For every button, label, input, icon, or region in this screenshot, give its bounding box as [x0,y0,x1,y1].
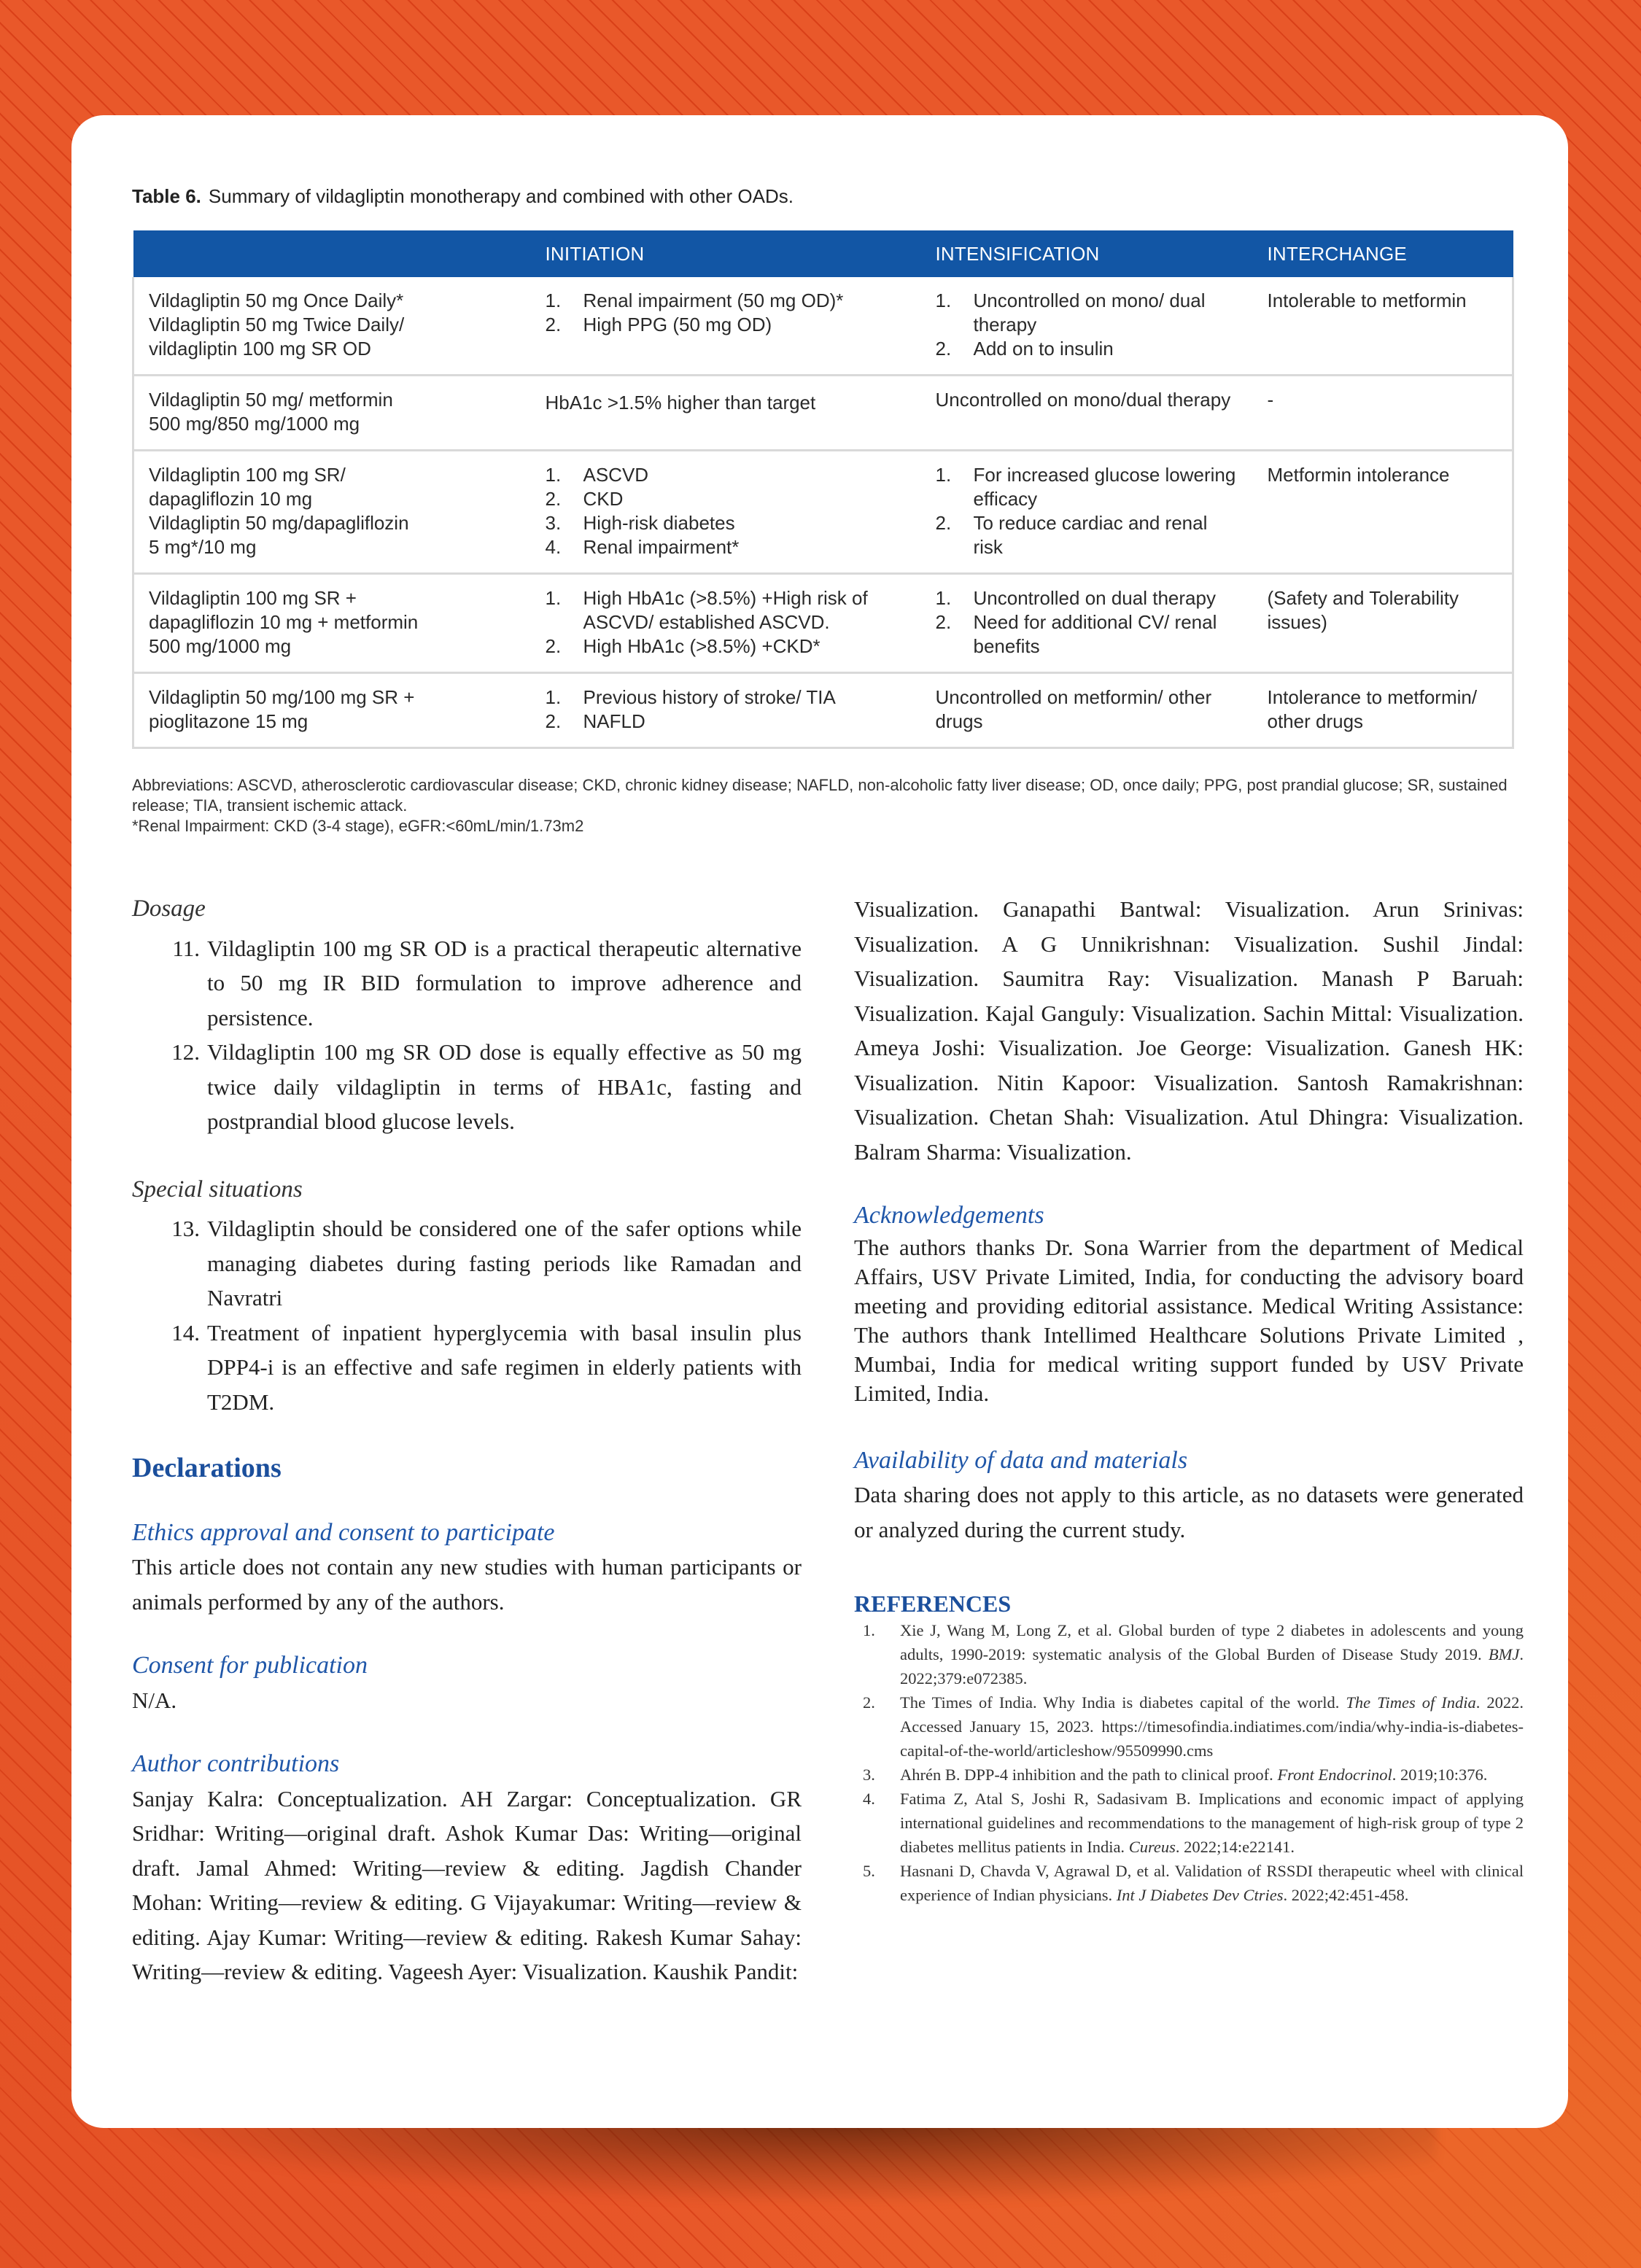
list-item: 13. Vildagliptin should be considered one of the safer options while managing diabetes during fasting periods like Ramadan and Navratri [171,1216,802,1310]
list-item: 2. CKD [545,488,624,510]
regimen-cell: Vildagliptin 50 mg/100 mg SR + pioglitazone 15 mg [133,673,531,748]
table-row [133,574,1513,673]
header-intensification: INTENSIFICATION [921,230,1253,277]
list-item: 2. Need for additional CV/ renal benefits [935,611,1217,657]
list-item: 1. Uncontrolled on dual therapy [935,587,1216,609]
list-item: 3. High-risk diabetes [545,512,735,534]
list-item: 1. Previous history of stroke/ TIA [545,686,836,708]
references-heading: REFERENCES [854,1591,1012,1617]
list-item: 1. High HbA1c (>8.5%) +High risk of ASCVD/ established ASCVD. [545,587,868,633]
list-item: 12. Vildagliptin 100 mg SR OD dose is equally effective as 50 mg twice daily vildagliptin in terms of HBA1c, fasting and postprandial blood glucose levels. [171,1039,802,1134]
initiation-cell [531,574,921,673]
author-contributions-heading: Author contributions [132,1750,340,1777]
table-header-row [133,230,1513,277]
reference-item: 2. The Times of India. Why India is diabetes capital of the world. The Times of India. 2022. Accessed January 15, 2023. https://timesofindia.indiatimes.com/india/why-india-is-diabetes-capital-of-the-world/articleshow/95509990.cms [863,1693,1524,1760]
interchange-cell: Intolerable to metformin [1253,277,1513,376]
interchange-cell: Intolerance to metformin/ other drugs [1253,673,1513,748]
acknowledgements-heading: Acknowledgements [854,1202,1044,1229]
consent-text: N/A. [132,1687,177,1713]
list-item: 14. Treatment of inpatient hyperglycemia with basal insulin plus DPP4-i is an effective and safe regimen in elderly patients with T2DM. [171,1319,802,1415]
table-caption-text: Summary of vildagliptin monotherapy and combined with other OADs. [208,185,794,207]
author-contributions-continued: Visualization. Ganapathi Bantwal: Visualization. Arun Srinivas: Visualization. A G Unnikrishnan: Visualization. Sushil Jindal: Visualization. Saumitra Ray: Visualization. Manash P Baruah: Visualization. Kajal Ganguly: Visualization. Sachin Mittal: Visualization. Ameya Joshi: Visualization. Joe George: Visualization. Ganesh HK: Visualization. Nitin Kapoor: Visualization. Santosh Ramakrishnan: Visualization. Chetan Shah: Visualization. Atul Dhingra: Visualization. Balram Sharma: Visualization. [854,896,1524,1165]
reference-list [854,1618,1524,1907]
regimen-cell: Vildagliptin 100 mg SR/ dapagliflozin 10 mg Vildagliptin 50 mg/dapagliflozin 5 mg*/10 mg [133,451,531,574]
reference-link[interactable]: . 2022. Accessed January 15, 2023. https://timesofindia.indiatimes.com/india/why-india-is-diabetes-capital-of-the-world/articleshow/95509990.cms [900,1693,1524,1760]
table-row [133,451,1513,574]
acknowledgements-text: The authors thanks Dr. Sona Warrier from the department of Medical Affairs, USV Private Limited, India, for conducting the advisory board meeting and providing editorial assistance. Medical Writing Assistance: The authors thank Intellimed Healthcare Solutions Private Limited , Mumbai, India for medical writing support funded by USV Private Limited, India. [854,1234,1524,1406]
header-regimen [133,230,531,277]
list-item: 1. Renal impairment (50 mg OD)* [545,290,844,311]
availability-text: Data sharing does not apply to this article, as no datasets were generated or analyzed during the current study. [854,1482,1524,1542]
left-column [132,892,802,1989]
abbreviations-note: Abbreviations: ASCVD, atherosclerotic cardiovascular disease; CKD, chronic kidney disease; NAFLD, non-alcoholic fatty liver disease; OD, once daily; PPG, post prandial glucose; SR, sustained release; TIA, transient ischemic attack. [132,776,1508,815]
right-column [854,892,1524,1907]
reference-item: 5. Hasnani D, Chavda V, Agrawal D, et al. Validation of RSSDI therapeutic wheel with clinical experience of Indian physicians. Int J Diabetes Dev Ctries. 2022;42:451-458. [863,1862,1524,1904]
intensification-cell: Uncontrolled on mono/dual therapy [921,376,1253,451]
list-item: 2. Add on to insulin [935,338,1114,360]
interchange-cell: - [1253,376,1513,451]
ethics-heading: Ethics approval and consent to participate [132,1518,555,1546]
table-row [133,673,1513,748]
list-item: 2. High PPG (50 mg OD) [545,314,772,335]
special-situations-heading: Special situations [132,1176,303,1203]
page-card [71,115,1568,2128]
initiation-cell [531,277,921,376]
availability-heading: Availability of data and materials [854,1446,1188,1474]
initiation-cell: HbA1c >1.5% higher than target [531,376,921,451]
dosage-heading: Dosage [132,896,206,922]
renal-footnote: *Renal Impairment: CKD (3-4 stage), eGFR:<60mL/min/1.73m2 [132,817,584,835]
list-item: 2. To reduce cardiac and renal risk [935,512,1208,558]
list-item: 4. Renal impairment* [545,536,740,558]
references [854,1618,1524,1907]
ethics-text: This article does not contain any new studies with human participants or animals performed by any of the authors. [132,1554,802,1615]
list-item: 1. ASCVD [545,464,649,486]
interchange-cell: Metformin intolerance [1253,451,1513,574]
regimen-cell: Vildagliptin 100 mg SR + dapagliflozin 10 mg + metformin 500 mg/1000 mg [133,574,531,673]
regimen-cell: Vildagliptin 50 mg Once Daily* Vildagliptin 50 mg Twice Daily/ vildagliptin 100 mg SR OD [133,277,531,376]
declarations-heading: Declarations [132,1453,282,1483]
initiation-cell [531,673,921,748]
reference-item: 3. Ahrén B. DPP-4 inhibition and the path to clinical proof. Front Endocrinol. 2019;10:376. [863,1766,1488,1784]
author-contributions-text: Sanjay Kalra: Conceptualization. AH Zargar: Conceptualization. GR Sridhar: Writing—original draft. Ashok Kumar Das: Writing—original draft. Jamal Ahmed: Writing—review & editing. Jagdish Chander Mohan: Writing—review & editing. G Vijayakumar: Writing—review & editing. Ajay Kumar: Writing—review & editing. Rakesh Kumar Sahay: Writing—review & editing. Vageesh Ayer: Visualization. Kaushik Pandit: [132,1785,802,1984]
header-interchange: INTERCHANGE [1253,230,1513,277]
intensification-cell [921,574,1253,673]
intensification-cell: Uncontrolled on metformin/ other drugs [921,673,1253,748]
table-footnotes [132,775,1518,836]
card-shadow [124,2119,1437,2206]
table-row [133,277,1513,376]
list-item: 1. Uncontrolled on mono/ dual therapy [935,290,1206,335]
list-item: 1. For increased glucose lowering efficacy [935,464,1236,510]
intensification-cell [921,277,1253,376]
list-item: 2. NAFLD [545,710,645,732]
consent-heading: Consent for publication [132,1652,368,1679]
table-label: Table 6. [132,185,201,207]
regimen-cell: Vildagliptin 50 mg/ metformin 500 mg/850 mg/1000 mg [133,376,531,451]
list-item: 11. Vildagliptin 100 mg SR OD is a practical therapeutic alternative to 50 mg IR BID formulation to improve adherence and persistence. [172,935,802,1030]
dosage-list [132,931,802,1139]
reference-item: 4. Fatima Z, Atal S, Joshi R, Sadasivam B. Implications and economic impact of applying international guidelines and recommendations to the management of high-risk group of type 2 diabetes mellitus patients in India. Cureus. 2022;14:e22141. [863,1790,1524,1856]
intensification-cell [921,451,1253,574]
table-row [133,376,1513,451]
list-item: 2. High HbA1c (>8.5%) +CKD* [545,635,820,657]
special-situations-list [132,1211,802,1419]
reference-item: 1. Xie J, Wang M, Long Z, et al. Global burden of type 2 diabetes in adolescents and young adults, 1990-2019: systematic analysis of the Global Burden of Disease Study 2019. BMJ. 2022;379:e072385. [863,1621,1524,1688]
header-initiation: INITIATION [531,230,921,277]
summary-table [132,230,1514,749]
initiation-cell [531,451,921,574]
interchange-cell: (Safety and Tolerability issues) [1253,574,1513,673]
table-caption [132,185,794,208]
